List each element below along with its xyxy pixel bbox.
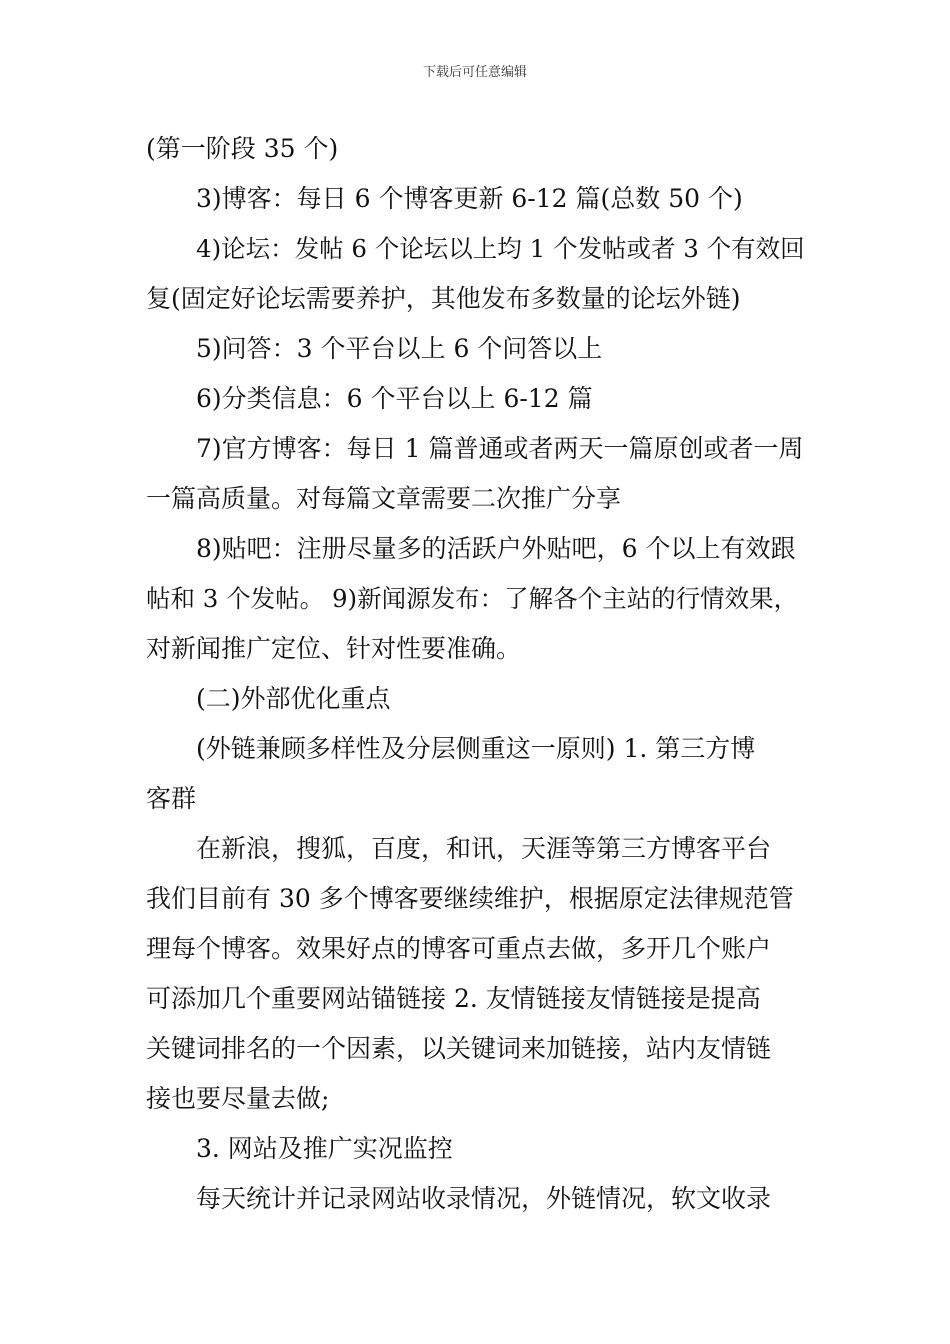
text-line: 接也要尽量去做; [146, 1084, 330, 1113]
text-line: (第一阶段 35 个) [146, 134, 339, 163]
document-body [146, 124, 810, 1224]
text-line: 4)论坛：发帖 6 个论坛以上均 1 个发帖或者 3 个有效回 [196, 234, 805, 263]
text-line: 帖和 3 个发帖。 9)新闻源发布：了解各个主站的行情效果， [146, 584, 799, 613]
text-line: 5)问答：3 个平台以上 6 个问答以上 [196, 334, 603, 363]
text-line: 关键词排名的一个因素，以关键词来加链接，站内友情链 [146, 1034, 772, 1063]
text-line: 理每个博客。效果好点的博客可重点去做，多开几个账户 [146, 934, 772, 963]
text-line: 对新闻推广定位、针对性要准确。 [146, 634, 522, 663]
page-header: 下载后可任意编辑 [422, 65, 527, 80]
text-line: 一篇高质量。对每篇文章需要二次推广分享 [146, 484, 622, 513]
text-line: 7)官方博客：每日 1 篇普通或者两天一篇原创或者一周 [196, 434, 804, 463]
text-line: (外链兼顾多样性及分层侧重这一原则) 1. 第三方博 [196, 734, 756, 763]
text-line: 3. 网站及推广实况监控 [196, 1134, 453, 1163]
text-line: 每天统计并记录网站收录情况，外链情况，软文收录 [196, 1184, 772, 1213]
text-line: 我们目前有 30 多个博客要继续维护，根据原定法律规范管 [146, 884, 794, 913]
text-line: 复(固定好论坛需要养护，其他发布多数量的论坛外链) [146, 284, 741, 313]
text-line: 3)博客：每日 6 个博客更新 6-12 篇(总数 50 个) [196, 184, 743, 213]
text-line: (二)外部优化重点 [196, 684, 391, 713]
text-line: 8)贴吧：注册尽量多的活跃户外贴吧，6 个以上有效跟 [196, 534, 796, 563]
text-line: 6)分类信息：6 个平台以上 6-12 篇 [196, 384, 593, 413]
text-line: 客群 [146, 784, 197, 813]
text-line: 可添加几个重要网站锚链接 2. 友情链接友情链接是提高 [146, 984, 761, 1013]
text-line: 在新浪，搜狐，百度，和讯，天涯等第三方博客平台 [196, 834, 772, 863]
